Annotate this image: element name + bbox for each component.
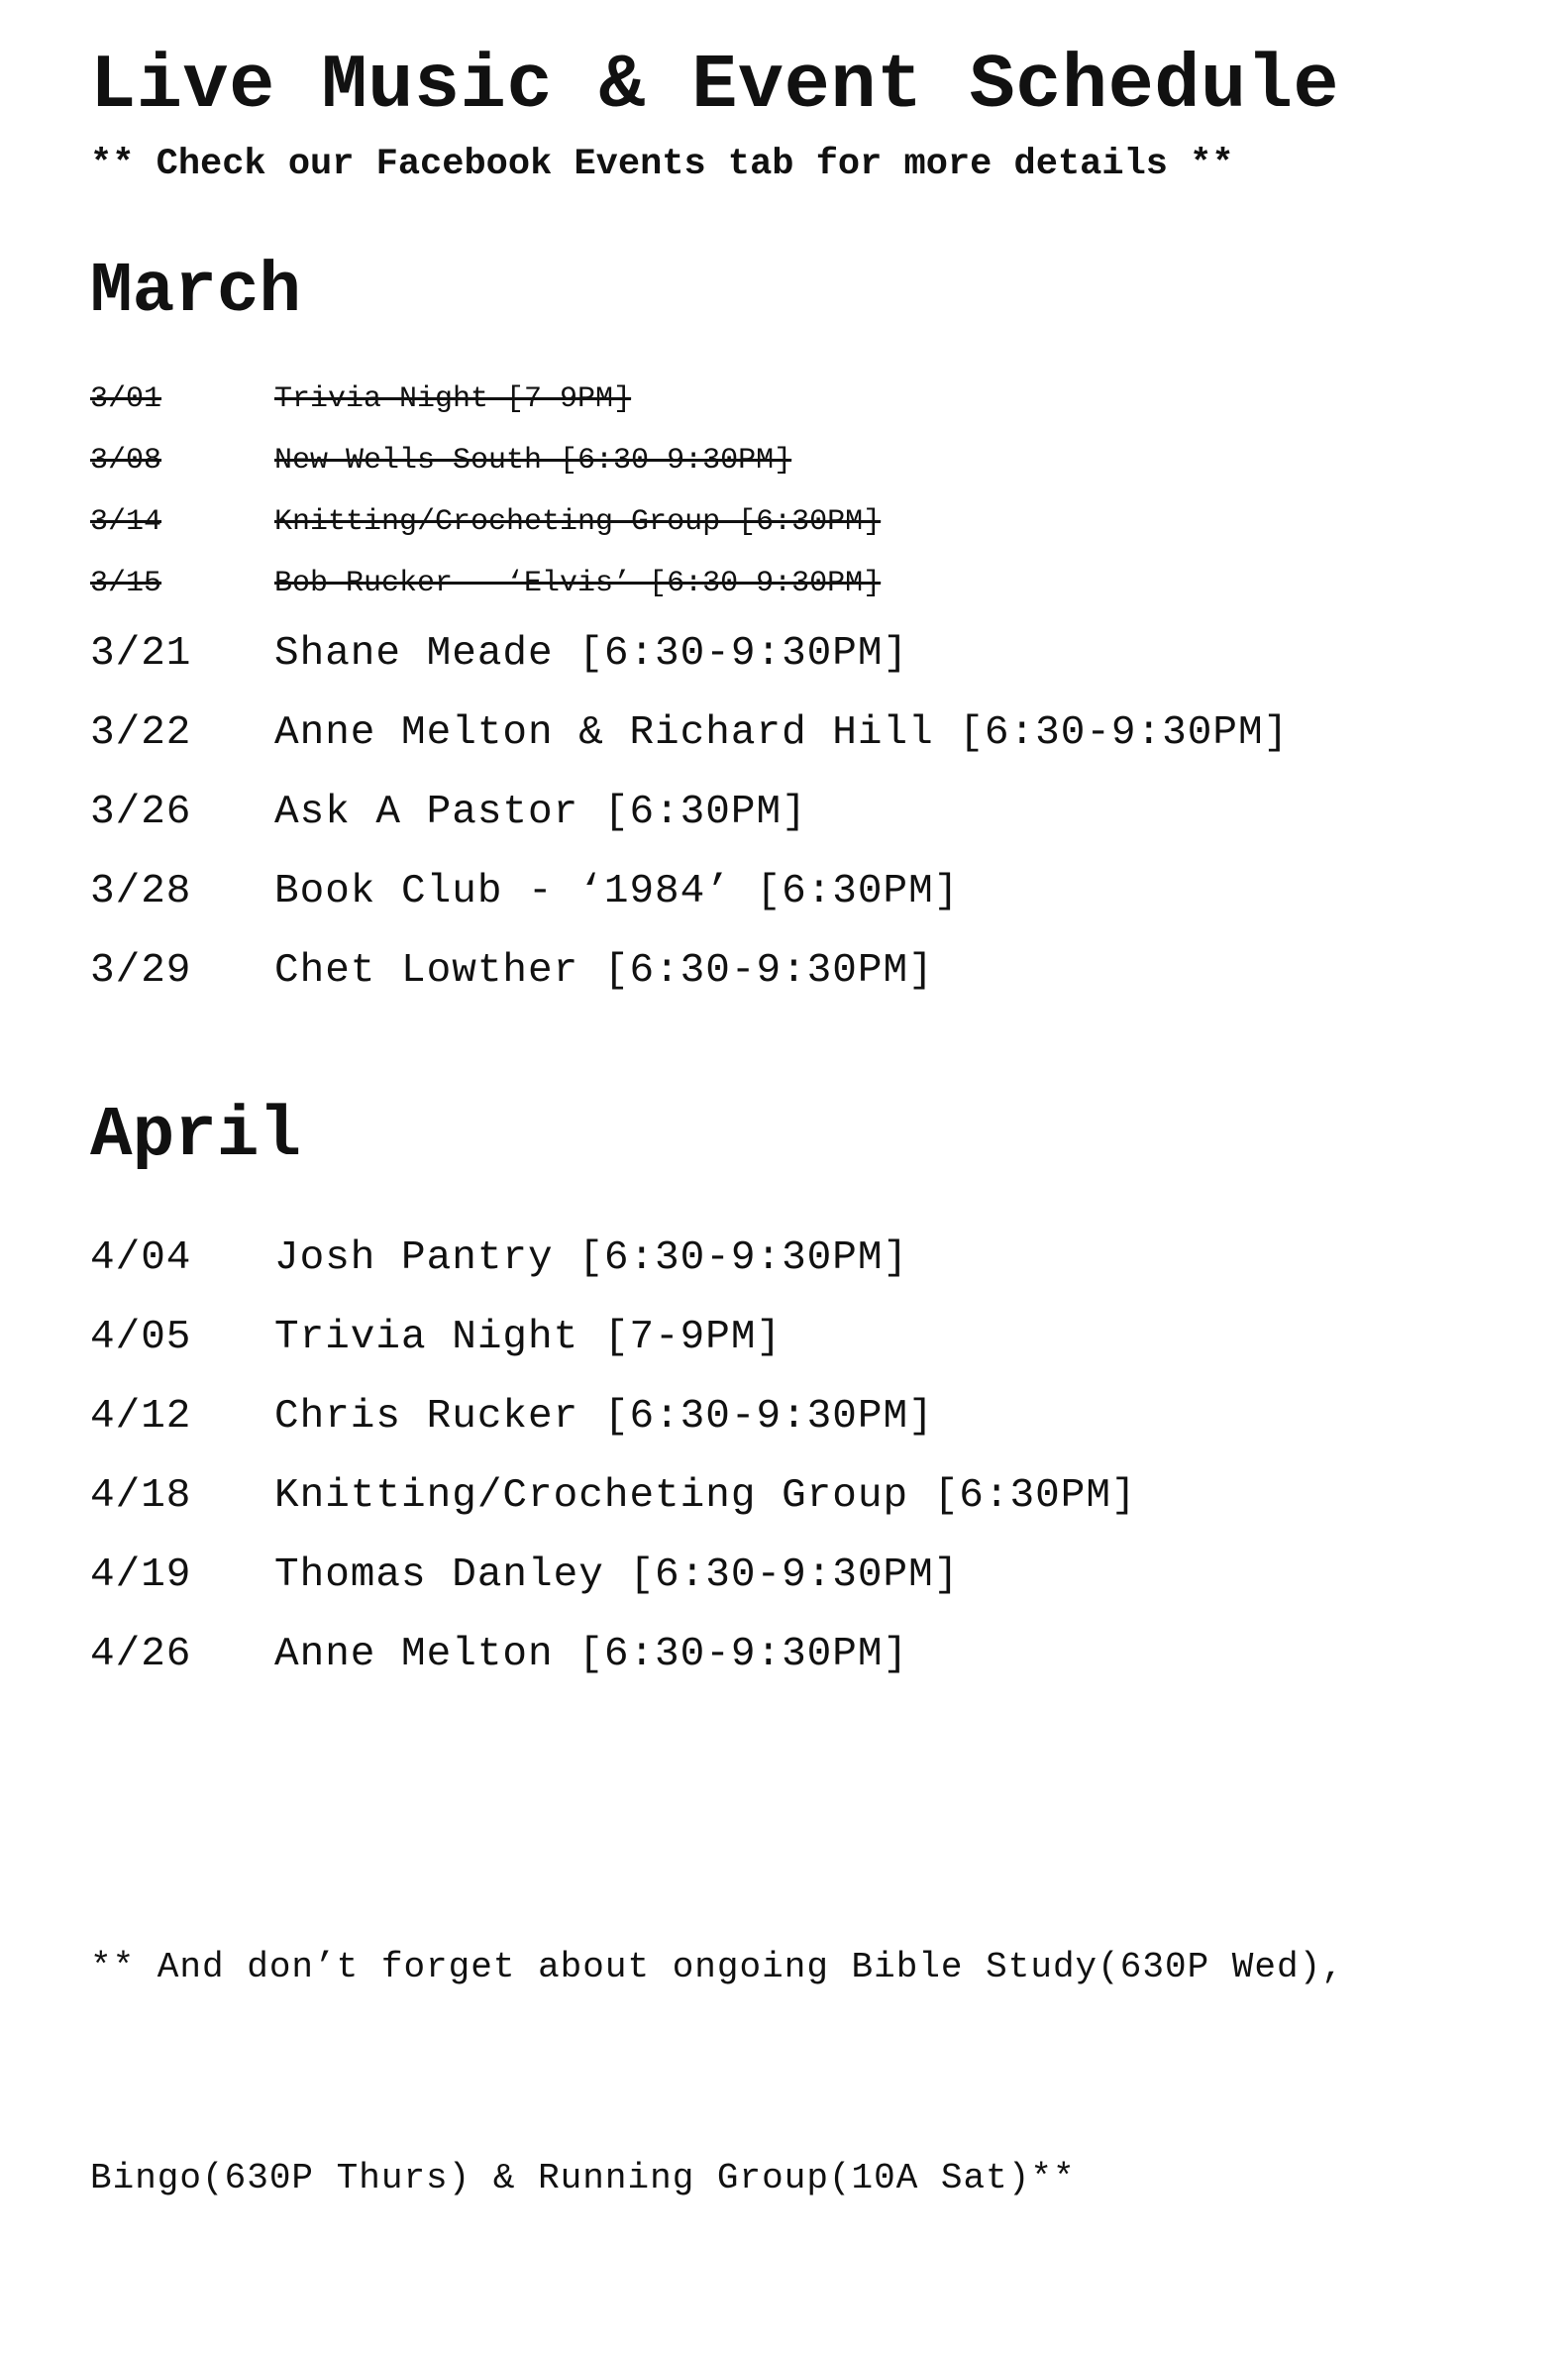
event-row bbox=[90, 1536, 1536, 1615]
event-row bbox=[90, 773, 1536, 852]
event-name: Trivia Night [7-9PM] bbox=[274, 382, 632, 416]
event-row bbox=[90, 553, 1536, 614]
event-row bbox=[90, 1298, 1536, 1377]
event-date: 3/15 bbox=[90, 567, 162, 600]
page-subtitle: ** Check our Facebook Events tab for more details ** bbox=[90, 144, 1234, 185]
event-date: 3/01 bbox=[90, 382, 162, 416]
event-date: 4/26 bbox=[90, 1632, 192, 1677]
event-name: Anne Melton & Richard Hill [6:30-9:30PM] bbox=[274, 710, 1290, 756]
event-date: 4/04 bbox=[90, 1235, 192, 1281]
event-date: 4/05 bbox=[90, 1315, 192, 1360]
event-date: 3/28 bbox=[90, 869, 192, 914]
event-name: Chet Lowther [6:30-9:30PM] bbox=[274, 948, 934, 994]
event-row bbox=[90, 1456, 1536, 1536]
event-name: Knitting/Crocheting Group [6:30PM] bbox=[274, 505, 882, 539]
event-date: 3/21 bbox=[90, 631, 192, 677]
event-row bbox=[90, 369, 1536, 430]
event-name: Josh Pantry [6:30-9:30PM] bbox=[274, 1235, 909, 1281]
event-date: 3/26 bbox=[90, 790, 192, 835]
event-name: Ask A Pastor [6:30PM] bbox=[274, 790, 807, 835]
event-date: 3/29 bbox=[90, 948, 192, 994]
event-row bbox=[90, 931, 1536, 1011]
event-name: Knitting/Crocheting Group [6:30PM] bbox=[274, 1473, 1137, 1519]
event-row bbox=[90, 430, 1536, 491]
event-date: 4/12 bbox=[90, 1394, 192, 1440]
event-row bbox=[90, 694, 1536, 773]
event-date: 4/18 bbox=[90, 1473, 192, 1519]
footer-line: Bingo(630P Thurs) & Running Group(10A Sat)** bbox=[90, 2158, 1076, 2198]
footer-note bbox=[90, 1791, 1536, 2354]
event-date: 3/14 bbox=[90, 505, 162, 539]
month-heading-march: March bbox=[90, 253, 302, 332]
month-heading-april: April bbox=[90, 1097, 302, 1176]
event-name: Chris Rucker [6:30-9:30PM] bbox=[274, 1394, 934, 1440]
event-row bbox=[90, 491, 1536, 553]
event-name: Book Club - ‘1984’ [6:30PM] bbox=[274, 869, 960, 914]
event-name: Shane Meade [6:30-9:30PM] bbox=[274, 631, 909, 677]
event-name: Thomas Danley [6:30-9:30PM] bbox=[274, 1552, 960, 1598]
event-list-april bbox=[90, 1219, 1536, 1694]
event-name: New Wells South [6:30-9:30PM] bbox=[274, 444, 792, 478]
event-date: 3/08 bbox=[90, 444, 162, 478]
page-title: Live Music & Event Schedule bbox=[90, 44, 1340, 130]
event-name: Bob Rucker - ‘Elvis’ [6:30-9:30PM] bbox=[274, 567, 882, 600]
event-row bbox=[90, 1615, 1536, 1694]
event-date: 3/22 bbox=[90, 710, 192, 756]
event-row bbox=[90, 614, 1536, 694]
event-name: Anne Melton [6:30-9:30PM] bbox=[274, 1632, 909, 1677]
event-name: Trivia Night [7-9PM] bbox=[274, 1315, 783, 1360]
event-row bbox=[90, 1219, 1536, 1298]
event-list-march bbox=[90, 369, 1536, 1011]
footer-line: ** And don’t forget about ongoing Bible Study(630P Wed), bbox=[90, 1947, 1344, 1987]
event-date: 4/19 bbox=[90, 1552, 192, 1598]
event-row bbox=[90, 1377, 1536, 1456]
schedule-page bbox=[90, 40, 1536, 2354]
event-row bbox=[90, 852, 1536, 931]
